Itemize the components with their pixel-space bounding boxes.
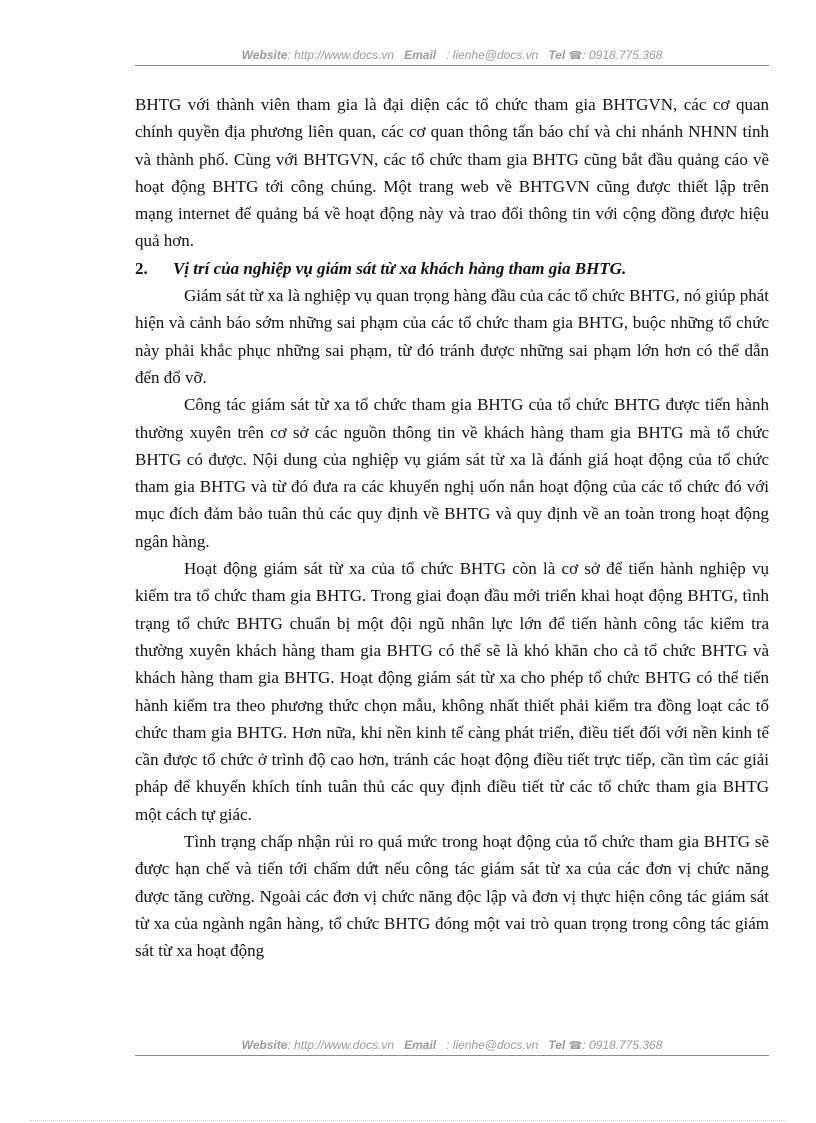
header-tel-value: : 0918.775.368	[582, 48, 663, 62]
footer-email-label: Email	[404, 1038, 437, 1052]
phone-icon: ☎	[568, 1040, 583, 1052]
footer-tel-label: Tel	[548, 1038, 566, 1052]
header-website-value: : http://www.docs.vn	[287, 48, 395, 62]
header-email-value: : lienhe@docs.vn	[446, 48, 539, 62]
paragraph-4: Hoạt động giám sát từ xa của tổ chức BHTG còn là cơ sở để tiến hành nghiệp vụ kiểm tra tổ chức tham gia BHTG. Trong giai đoạn đầu mới triển khai hoạt động BHTG, tình trạng tổ chức BHTG chuẩn bị một đội ngũ nhân lực lớn để tiến hành công tác kiểm tra thường xuyên khách hàng tham gia BHTG có thể sẽ là khó khăn cho cả tổ chức BHTG và khách hàng tham gia BHTG. Hoạt động giám sát từ xa cho phép tổ chức BHTG có thể tiến hành kiểm tra theo phương thức chọn mẫu, không nhất thiết phải kiểm tra đồng loạt các tổ chức tham gia BHTG. Hơn nữa, khi nền kinh tế càng phát triển, điều tiết đối với nền kinh tế cần được tổ chức ở trình độ cao hơn, tránh các hoạt động điều tiết trực tiếp, cần tìm các giải pháp để khuyến khích tính tuân thủ các quy định điều tiết từ các tổ chức tham gia BHTG một cách tự giác.	[135, 559, 769, 824]
section-title: Vị trí của nghiệp vụ giám sát từ xa khách hàng tham gia BHTG.	[173, 258, 627, 278]
footer-email-value: : lienhe@docs.vn	[446, 1038, 539, 1052]
page-footer	[135, 1038, 769, 1056]
paragraph-1: BHTG với thành viên tham gia là đại diện các tổ chức tham gia BHTGVN, các cơ quan chính quyền địa phương liên quan, các cơ quan thông tấn báo chí và chi nhánh NHNN tỉnh và thành phố. Cùng với BHTGVN, các tổ chức tham gia BHTG cũng bắt đầu quảng cáo về hoạt động BHTG tới công chúng. Một trang web về BHTGVN cũng được thiết lập trên mạng internet để quảng bá về hoạt động này và trao đổi thông tin với cộng đồng được hiệu quả hơn.	[135, 95, 769, 251]
header-tel-label: Tel	[548, 48, 566, 62]
footer-website-value: : http://www.docs.vn	[287, 1038, 395, 1052]
page-edge-divider	[30, 1120, 786, 1121]
section-number: 2.	[135, 258, 148, 278]
header-email-label: Email	[404, 48, 437, 62]
footer-website-label: Website	[241, 1038, 288, 1052]
paragraph-2: Giám sát từ xa là nghiệp vụ quan trọng hàng đầu của các tổ chức BHTG, nó giúp phát hiện và cảnh báo sớm những sai phạm của các tổ chức tham gia BHTG, buộc những tổ chức này phải khắc phục những sai phạm, từ đó tránh được những sai phạm lớn hơn có thể dẫn đến đổ vỡ.	[135, 286, 769, 387]
paragraph-5: Tình trạng chấp nhận rủi ro quá mức trong hoạt động của tổ chức tham gia BHTG sẽ được hạn chế và tiến tới chấm dứt nếu công tác giám sát từ xa của các đơn vị chức năng được tăng cường. Ngoài các đơn vị chức năng độc lập và đơn vị thực hiện công tác giám sát từ xa của ngành ngân hàng, tổ chức BHTG đóng một vai trò quan trọng trong công tác giám sát từ xa hoạt động	[135, 832, 769, 961]
paragraph-3: Công tác giám sát từ xa tổ chức tham gia BHTG của tổ chức BHTG được tiến hành thường xuyên trên cơ sở các nguồn thông tin về khách hàng tham gia BHTG mà tổ chức BHTG có được. Nội dung của nghiệp vụ giám sát từ xa là đánh giá hoạt động của tổ chức tham gia BHTG và từ đó đưa ra các khuyến nghị uốn nắn hoạt động của các tổ chức đó với mục đích đảm bảo tuân thủ các quy định về BHTG và quy định về an toàn trong hoạt động ngân hàng.	[135, 395, 769, 551]
phone-icon: ☎	[568, 50, 583, 62]
header-website-label: Website	[241, 48, 288, 62]
page-header	[135, 48, 769, 66]
footer-tel-value: : 0918.775.368	[582, 1038, 663, 1052]
document-body	[135, 91, 769, 965]
section-heading	[135, 255, 769, 282]
